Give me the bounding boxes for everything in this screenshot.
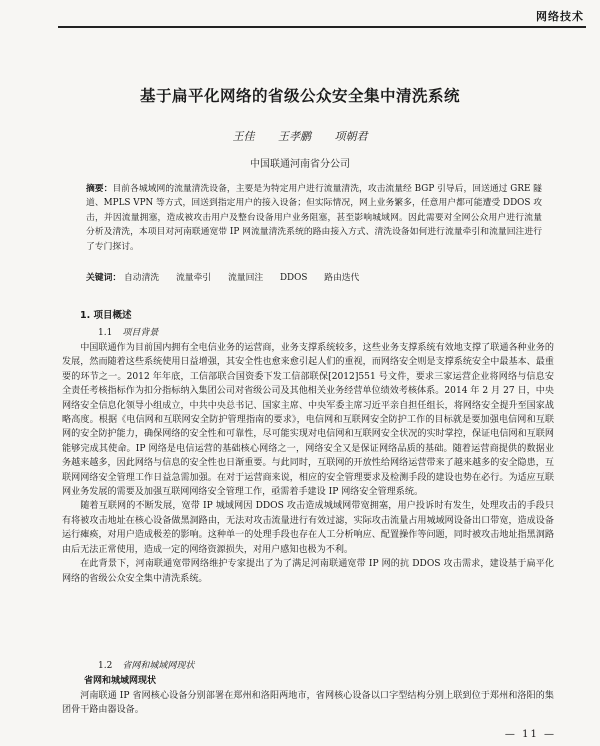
abstract bbox=[86, 182, 542, 254]
paragraph: 随着互联网的不断发展，宽带 IP 城域网因 DDOS 攻击造成城域网带宽拥塞，用户投诉时有发生，处理攻击的手段只有将被攻击地址在核心设备做黑洞路由，无法对攻击流量进行有效过滤，实际攻击流量占用城域网设备出口带宽，造成设备运行瘫痪，对用户造成极差的影响。这种单一的处理手段也存在人工分析响应、配置操作等问题，同时被攻击地址指黑洞路由后无法正常使用，造成一定的网络资源损失，对用户感知也极为不利。 bbox=[62, 501, 554, 555]
paragraph-heading: 省网和城域网现状 bbox=[84, 676, 157, 686]
subsection-title: 项目背景 bbox=[122, 328, 159, 338]
keyword: DDOS bbox=[280, 273, 308, 283]
article-title: 基于扁平化网络的省级公众安全集中清洗系统 bbox=[139, 87, 460, 105]
author-name: 项朝君 bbox=[334, 130, 368, 143]
author-affiliation: 中国联通河南省分公司 bbox=[250, 159, 350, 170]
abstract-text: 目前各城域网的流量清洗设备，主要是为特定用户进行流量清洗，攻击流量经 BGP 引导后，回送通过 GRE 隧道、MPLS VPN 等方式，回送到指定用户的接入设备；但实际情况，网上业务繁多，任意用户都可能遭受 DDOS 攻击，并因流量拥塞，造成被攻击用户及整台设备用户业务阻塞，甚至影响城域网。因此需要对全网公众用户进行流量分析及清洗，本项目对河南联通宽带 IP 网流量清洗系统的路由接入方式、清洗设备如何进行流量牵引和流量回注进行了专门探讨。 bbox=[86, 184, 542, 252]
subsection-heading bbox=[98, 658, 194, 671]
body-text bbox=[62, 689, 554, 718]
keywords-label: 关键词： bbox=[86, 273, 122, 283]
subsection-number: 1.1 bbox=[98, 328, 113, 338]
author-list bbox=[0, 128, 600, 144]
header-rule bbox=[58, 26, 586, 28]
paragraph: 中国联通作为目前国内拥有全电信业务的运营商，业务支撑系统较多，这些业务支撑系统有效地支撑了联通各种业务的发展，然而随着这些系统使用日益增强，其安全性也愈来愈引起人们的重视，而网络安全则是支撑系统安全中最基本、最重要的环节之一。2012 年年底，工信部联合国资委下发工信部联保[2012]551 号文件，要求三家运营企业将网络与信息安全责任考核指标作为扣分指标纳入集团公司对省级公司及其他相关业务经营单位绩效考核体系。2014 年 2 月 27 日，中央网络安全信息化领导小组成立，中共中央总书记、国家主席、中央军委主席习近平亲自担任组长，将网络安全提升至国家战略高度。根据《电信网和互联网安全防护管理指南的要求》，电信网和互联网安全防护工作的目标就是要加强电信网和互联网的安全防护能力，确保网络的安全性和可靠性，尽可能实现对电信网和互联网安全状况的实时掌控，保证电信网和互联网能够完成其使命。IP 网络是电信运营的基础核心网络之一，网络安全又是保证网络品质的基础。随着运营商提供的数据业务越来越多，因此网络与信息的安全性也日渐重要。与此同时，互联网的开放性给网络运营带来了越来越多的安全隐患，互联网网络安全管理工作日益急需加强。在对于运营商来说，相应的安全管理要求及检测手段的建设也势在必行。为适应互联网业务发展的需要及加强互联网网络安全管理工作，亟需着手建设 IP 网络安全管理系统。 bbox=[62, 343, 554, 498]
page-number: — 11 — bbox=[504, 729, 556, 740]
keyword: 路由迭代 bbox=[324, 273, 360, 283]
paragraph: 在此背景下，河南联通宽带网络维护专家提出了为了满足河南联通宽带 IP 网的抗 DDOS 攻击需求，建设基于扁平化网络的省级公众安全集中清洗系统。 bbox=[62, 559, 554, 584]
section-heading: 1. 项目概述 bbox=[80, 310, 132, 321]
author-name: 王佳 bbox=[232, 130, 255, 143]
author-name: 王孝鹏 bbox=[278, 130, 311, 143]
abstract-label: 摘要： bbox=[86, 184, 113, 194]
paragraph: 河南联通 IP 省网核心设备分别部署在郑州和洛阳两地市，省网核心设备以口字型结构分别上联到位于郑州和洛阳的集团骨干路由器设备。 bbox=[62, 691, 554, 716]
subsection-title: 省网和城域网现状 bbox=[122, 661, 195, 671]
journal-section-tag: 网络技术 bbox=[536, 10, 584, 23]
keyword: 流量回注 bbox=[228, 273, 264, 283]
keyword: 流量牵引 bbox=[176, 273, 212, 283]
subsection-number: 1.2 bbox=[98, 661, 113, 671]
keyword: 自动清洗 bbox=[124, 273, 160, 283]
body-text bbox=[62, 341, 554, 586]
keywords bbox=[86, 270, 542, 283]
subsection-heading bbox=[98, 325, 158, 338]
